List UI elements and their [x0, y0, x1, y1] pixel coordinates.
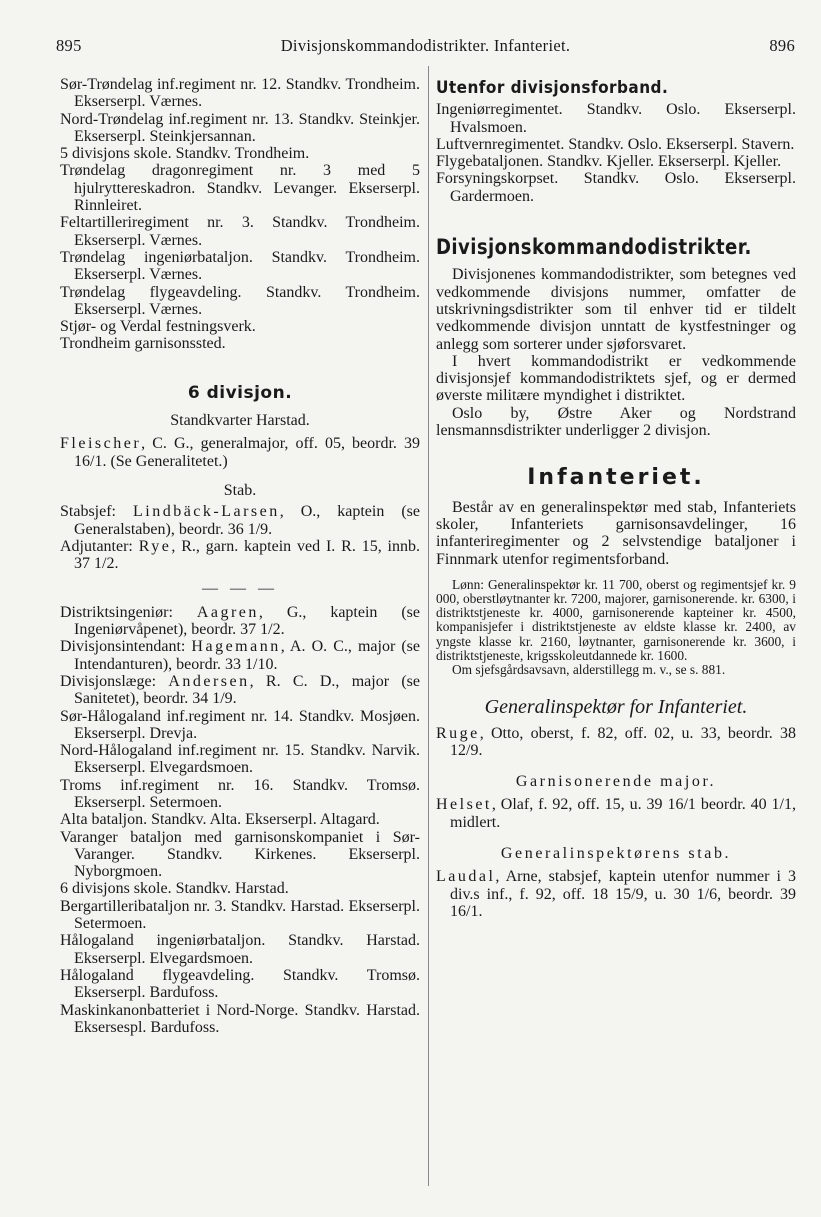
entry-label: Divisjonsintendant: — [60, 638, 192, 656]
list-item: Nord-Hålogaland inf.regiment nr. 15. Standkv. Narvik. Ekserserpl. Elvegardsmoen. — [60, 742, 420, 777]
person-name: Ruge — [436, 724, 480, 742]
list-item: Trøndelag flygeavdeling. Standkv. Trondheim. Ekserserpl. Værnes. — [60, 283, 420, 318]
division-6-heading: 6 divisjon. — [187, 382, 293, 403]
list-item: Trøndelag ingeniørbataljon. Standkv. Trondheim. Ekserserpl. Værnes. — [60, 248, 420, 284]
adjutanter-entry — [60, 538, 420, 573]
entry-details: , A. O. C., major (se Intendanturen), beordr. 33 1/10. — [74, 638, 421, 673]
salary-note — [436, 578, 796, 677]
list-item: Nord-Trøndelag inf.regiment nr. 13. Standkv. Steinkjer. Ekserserpl. Steinkjersannan. — [60, 110, 420, 145]
paragraph: Oslo by, Østre Aker og Nordstrand lensmannsdistrikter underligger 2 divisjon. — [436, 404, 796, 440]
stabsjef-entry — [60, 503, 420, 538]
utenfor-heading: Utenfor divisjonsforband. — [436, 78, 669, 98]
divisjonslaege-entry — [60, 673, 420, 708]
halogaland-entries — [60, 708, 420, 1037]
list-item: Varanger bataljon med garnisonskompaniet i Sør-Varanger. Standkv. Kirkenes. Ekserserpl. Nyborgmoen. — [60, 828, 420, 881]
list-item: 5 divisjons skole. Standkv. Trondheim. — [60, 145, 310, 163]
divisjonskommandodistrikter-heading: Divisjonskommandodistrikter. — [436, 235, 752, 260]
page-number-left: 895 — [56, 36, 82, 55]
list-item: Ingeniørregimentet. Standkv. Oslo. Ekserserpl. Hvalsmoen. — [436, 101, 796, 136]
entry-details: , O., kaptein (se Generalstaben), beordr. 36 1/9. — [74, 503, 420, 538]
person-name: Laudal — [436, 868, 496, 886]
entry-details: , Olaf, f. 92, off. 15, u. 39 16/1 beordr. 40 1/1, midlert. — [450, 796, 796, 831]
lonn-note: Lønn: Generalinspektør kr. 11 700, oberst og regimentsjef kr. 9 000, oberstløytnanter kr. 7200, majorer, garnisonerende. kr. 6300, i distriktstjeneste kr. 4000, garnisonerende kapteiner kr. 4500, kompanisjefer i distriktstjeneste av eldste klasse kr. 2400, av yngste klasse kr. 2160, løytnanter, garnisonerende kr. 3600, i distriktstjeneste, krigsskoleutdannede kr. 1600. — [436, 576, 796, 663]
list-item: Forsyningskorpset. Standkv. Oslo. Ekserserpl. Gardermoen. — [436, 170, 796, 205]
stab-heading: Stab. — [223, 481, 257, 499]
list-item: Hålogaland flygeavdeling. Standkv. Tromsø. Ekserserpl. Bardufoss. — [60, 966, 420, 1002]
entry-details: , R. C. D., major (se Sanitetet), beordr. 34 1/9. — [74, 672, 420, 708]
page-number-right: 896 — [769, 36, 795, 55]
page-header — [56, 36, 795, 58]
list-item: Sør-Hålogaland inf.regiment nr. 14. Standkv. Mosjøen. Ekserserpl. Drevja. — [60, 707, 420, 742]
person-name: Aagren — [196, 603, 259, 621]
garnisonerende-major-heading: Garnisonerende major. — [515, 773, 717, 791]
intendant-entry — [60, 638, 420, 673]
person-name: Rye — [138, 537, 172, 555]
standkvarter-line: Standkvarter Harstad. — [170, 412, 310, 430]
entry-details: , C. G., generalmajor, off. 05, beordr. 39 16/1. (Se Generalitetet.) — [74, 435, 420, 470]
left-column — [60, 76, 420, 1036]
paragraph: Består av en generalinspektør med stab, Infanteriets skoler, Infanteriets garnisonsavdelinger, 16 infanteriregimenter og 2 selvstendige bataljoner i Finnmark utenfor regimentsforband. — [436, 498, 796, 568]
generalinspektor-heading: Generalinspektør for Infanteriet. — [484, 696, 748, 719]
list-item: Trondheim garnisonssted. — [60, 335, 226, 353]
trondelag-entries — [60, 76, 420, 353]
paragraph: I hvert kommandodistrikt er vedkommende divisjonsjef kommandodistriktets sjef, og er dermed øverste militære myndighet i distriktet. — [436, 352, 796, 405]
list-item: 6 divisjons skole. Standkv. Harstad. — [60, 880, 289, 898]
list-item: Feltartilleriregiment nr. 3. Standkv. Trondheim. Ekserserpl. Værnes. — [60, 214, 420, 249]
generalinspektorens-stab-heading: Generalinspektørens stab. — [500, 845, 732, 863]
ruge-entry — [436, 725, 796, 760]
right-column — [436, 76, 796, 920]
laudal-entry — [436, 868, 796, 920]
entry-details: , R., garn. kaptein ved I. R. 15, innb. 37 1/2. — [74, 537, 420, 573]
helset-entry — [436, 796, 796, 831]
list-item: Bergartilleribataljon nr. 3. Standkv. Harstad. Ekserserpl. Setermoen. — [60, 897, 420, 933]
list-item: Trøndelag dragonregiment nr. 3 med 5 hjulryttereskadron. Standkv. Levanger. Ekserserpl. Rinnleiret. — [60, 162, 420, 215]
list-item: Luftvernregimentet. Standkv. Oslo. Ekserserpl. Stavern. — [436, 135, 795, 153]
running-title: Divisjonskommandodistrikter. Infanteriet. — [280, 36, 571, 55]
list-item: Maskinkanonbatteriet i Nord-Norge. Standkv. Harstad. Eksersespl. Bardufoss. — [60, 1001, 420, 1036]
person-name: Lindbäck-Larsen — [132, 503, 280, 521]
entry-label: Stabsjef: — [60, 503, 133, 521]
person-name: Fleischer — [60, 435, 142, 453]
sjefsgard-note: Om sjefsgårdsavsavn, alderstillegg m. v., se s. 881. — [452, 662, 726, 678]
list-item: Stjør- og Verdal festningsverk. — [60, 318, 256, 336]
entry-label: Divisjonslæge: — [60, 672, 169, 690]
entry-details: , Arne, stabsjef, kaptein utenfor nummer i 3 div.s inf., f. 92, off. 18 15/9, u. 30 1/6, beordr. 39 16/1. — [450, 868, 796, 920]
person-name: Andersen — [168, 672, 250, 690]
infanteriet-heading: Infanteriet. — [527, 465, 705, 491]
utenfor-entries — [436, 101, 796, 205]
list-item: Sør-Trøndelag inf.regiment nr. 12. Standkv. Trondheim. Ekserserpl. Værnes. — [60, 76, 420, 111]
person-name: Hagemann — [191, 638, 281, 656]
dash-separator: — — — — [202, 580, 278, 598]
entry-label: Adjutanter: — [60, 537, 139, 555]
entry-label: Distriktsingeniør: — [60, 603, 197, 621]
column-rule — [428, 66, 429, 1186]
fleischer-entry — [60, 435, 420, 470]
entry-details: , Otto, oberst, f. 82, off. 02, u. 33, beordr. 38 12/9. — [450, 724, 796, 759]
entry-details: , G., kaptein (se Ingeniørvåpenet), beordr. 37 1/2. — [74, 603, 420, 639]
list-item: Hålogaland ingeniørbataljon. Standkv. Harstad. Ekserserpl. Elvegardsmoen. — [60, 932, 420, 967]
list-item: Flygebataljonen. Standkv. Kjeller. Ekserserpl. Kjeller. — [436, 153, 782, 171]
list-item: Alta bataljon. Standkv. Alta. Ekserserpl. Altagard. — [60, 811, 380, 829]
person-name: Helset — [436, 796, 492, 814]
distriktsingenior-entry — [60, 604, 420, 639]
list-item: Troms inf.regiment nr. 16. Standkv. Tromsø. Ekserserpl. Setermoen. — [60, 776, 420, 811]
paragraph: Divisjonenes kommandodistrikter, som betegnes ved vedkommende divisjons nummer, omfatter de utskrivningsdistrikter som til enhver tid er tildelt vedkommende divisjon unntatt de kystfestninger og anlegg som sorterer under sjøforsvaret. — [436, 266, 796, 353]
